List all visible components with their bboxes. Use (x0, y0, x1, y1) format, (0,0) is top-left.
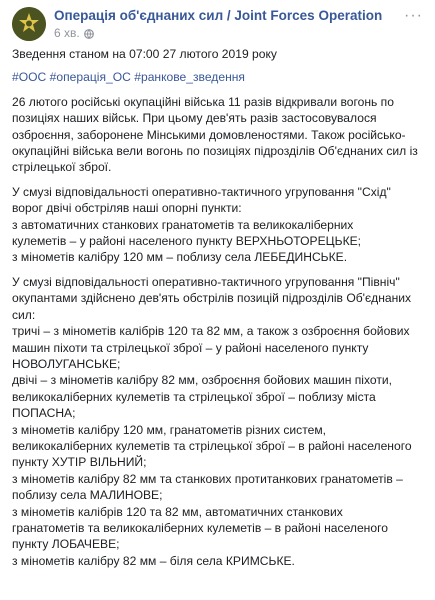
emblem-icon (12, 7, 46, 41)
post-body (8, 46, 427, 569)
text-line: пункту ХУТІР ВІЛЬНИЙ; (12, 455, 147, 470)
hashtag-operation[interactable]: #операція_ОС (49, 70, 131, 85)
post-time[interactable]: 6 хв. (54, 26, 80, 40)
paragraph-summary (12, 94, 425, 176)
text-line: НОВОЛУГАНСЬКЕ; (12, 356, 121, 371)
text-line: пункту ЛОБАЧЕВЕ; (12, 537, 120, 552)
text-line: з мінометів калібрів 120 та 82 мм, автоматичних станкових (12, 504, 343, 519)
globe-icon (84, 28, 94, 38)
paragraph-north (12, 274, 425, 569)
more-options-icon[interactable]: ··· (404, 7, 423, 24)
text-line: двічі – з мінометів калібру 82 мм, озброєння бойових машин піхоти, (12, 373, 393, 388)
page-name-link[interactable]: Операція об'єднаних сил / Joint Forces Operation (54, 8, 383, 23)
text-line: з мінометів калібру 120 мм – поблизу села ЛЕБЕДИНСЬКЕ. (12, 250, 348, 265)
text-line: ворог двічі обстріляв наші опорні пункти: (12, 201, 242, 216)
text-line: 26 лютого російські окупаційні війська 11 разів відкривали вогонь по (12, 94, 394, 109)
text-line: великокаліберних кулеметів та стрілецької зброї – поблизу міста (12, 389, 376, 404)
text-line: з мінометів калібру 82 мм та станкових протитанкових гранатометів – (12, 471, 403, 486)
post-title: Зведення станом на 07:00 27 лютого 2019 року (12, 47, 277, 61)
text-line: У смузі відповідальності оперативно-тактичного угруповання "Північ" (12, 274, 400, 289)
post-header (8, 0, 427, 46)
hashtag-morning-report[interactable]: #ранкове_зведення (134, 70, 245, 85)
post-meta (54, 26, 94, 40)
text-line: позиціях наших військ. При цьому дев'ять разів застосовувалося (12, 111, 377, 126)
text-line: з автоматичних станкових гранатометів та великокаліберних (12, 217, 354, 232)
text-line: озброєння, заборонене Мінськими домовленостями. Також російсько- (12, 127, 406, 142)
text-line: стрілецької зброї. (12, 160, 112, 175)
text-line: поблизу села МАЛИНОВЕ; (12, 488, 163, 503)
text-line: гранатометів та великокаліберних кулеметів – в районі населеного (12, 520, 388, 535)
text-line: окупаційні війська вели вогонь по позиціях підрозділів Об'єднаних сил із (12, 144, 418, 159)
text-line: кулеметів – у районі населеного пункту ВЕРХНЬОТОРЕЦЬКЕ; (12, 234, 362, 249)
text-line: сил: (12, 307, 36, 322)
text-line: з мінометів калібру 82 мм – біля села КРИМСЬКЕ. (12, 553, 295, 568)
text-line: машин піхоти та стрілецької зброї – у районі населеного пункту (12, 340, 369, 355)
text-line: з мінометів калібру 120 мм, гранатометів різних систем, (12, 422, 327, 437)
text-line: великокаліберних кулеметів та стрілецької зброї – в районі населеного (12, 438, 412, 453)
hashtags (12, 69, 425, 85)
page-avatar[interactable] (12, 7, 46, 41)
text-line: окупантами здійснено дев'ять обстрілів позицій підрозділів Об'єднаних (12, 291, 412, 306)
text-line: тричі – з мінометів калібрів 120 та 82 мм, а також з озброєння бойових (12, 324, 410, 339)
paragraph-east (12, 184, 425, 266)
text-line: У смузі відповідальності оперативно-тактичного угруповання "Схід" (12, 184, 391, 199)
text-line: ПОПАСНА; (12, 406, 76, 421)
hashtag-oos[interactable]: #ООС (12, 70, 47, 85)
